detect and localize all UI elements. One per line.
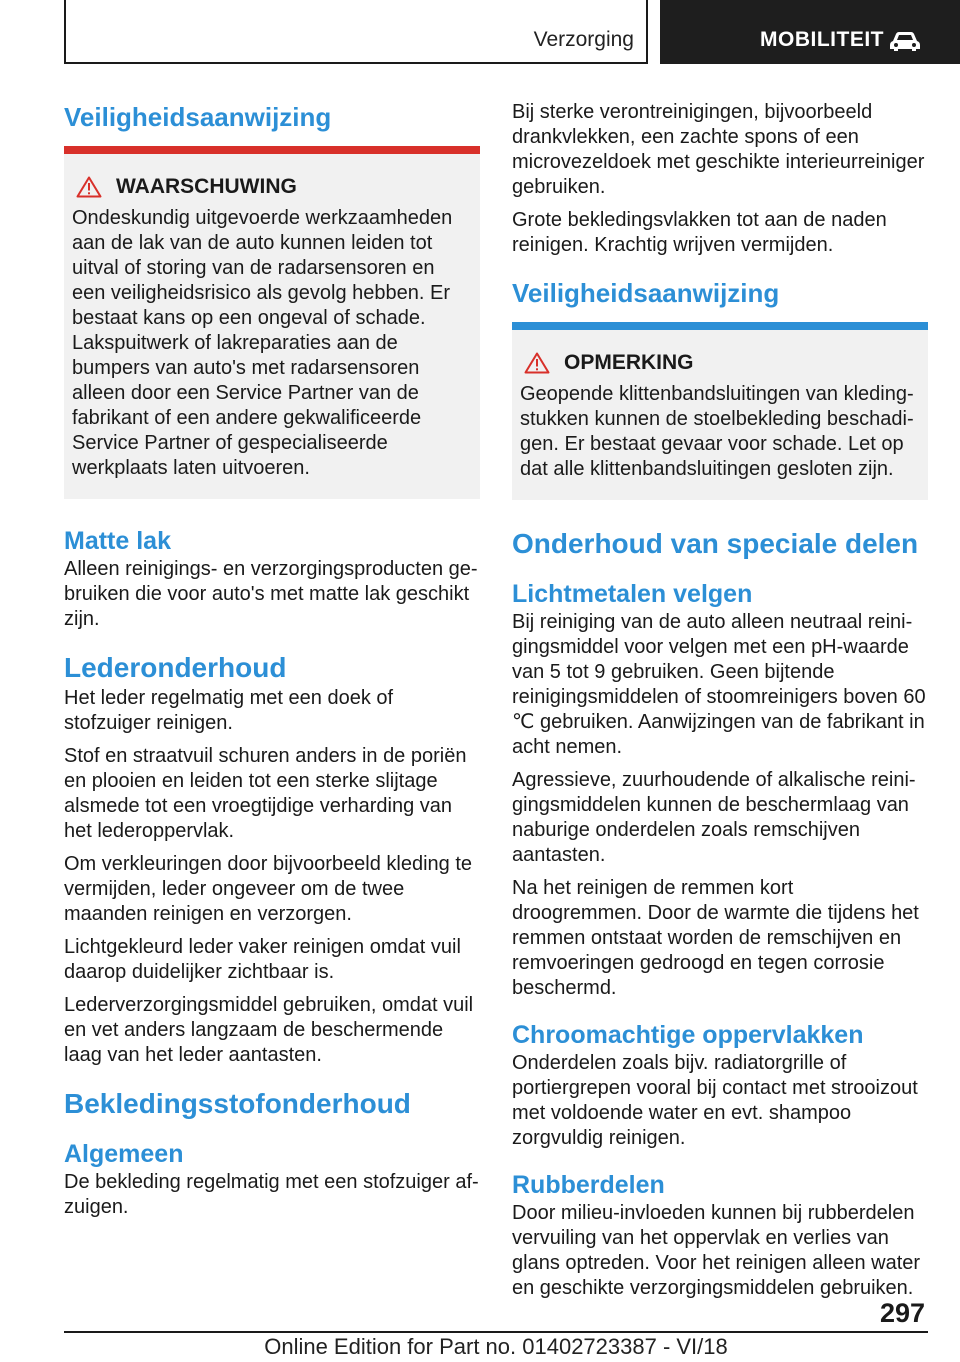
- notice-bar: [512, 322, 928, 330]
- rubber-heading: Rubberdelen: [512, 1171, 665, 1199]
- left-column: [64, 100, 480, 1220]
- footer-edition: Online Edition for Part no. 01402723387 - VI/18: [264, 1334, 728, 1359]
- header-section-tab: [64, 0, 648, 64]
- safety-title: Veiligheidsaanwijzing: [64, 102, 332, 132]
- matte-heading: Matte lak: [64, 527, 171, 555]
- leather-paragraph: Stof en straatvuil schuren anders in de poriën en plooien en leiden tot een sterke slijtage alsmede tot een vroegtijdige verharding van het lederoppervlak.: [64, 745, 467, 842]
- matte-text: Alleen reinigings- en verzorgingsproducten gebruiken die voor auto's met matte lak geschikt zijn.: [64, 558, 478, 630]
- leather-paragraph: Lederverzorgingsmiddel gebruiken, omdat vuil en vet anders langzaam de beschermende laag van het leder aantasten.: [64, 994, 474, 1066]
- page-number: 297: [880, 1298, 926, 1328]
- warning-text: Ondeskundig uitgevoerde werkzaamheden aan de lak van de auto kunnen leiden tot uitval of storing van de radarsensoren en een veiligheidsrisico als gevolg hebben. Er bestaat kans op een ongeval of schade. Lakspuitwerk of lakreparaties aan de bumpers van auto's met radarsensoren alleen door een Service Partner van de fabrikant of een andere gekwalificeerde Service Partner of gespecialiseerde werkplaats laten uitvoeren.: [72, 207, 453, 479]
- general-heading: Algemeen: [64, 1140, 184, 1168]
- chrome-text: Onderdelen zoals bijv. radiatorgrille of portiergrepen vooral bij contact met strooizout met voldoende water en evt. shampoo zorgvuldig reinigen.: [512, 1052, 918, 1149]
- leather-paragraph: Lichtgekleurd leder vaker reinigen omdat vuil daarop duidelijker zichtbaar is.: [64, 936, 461, 983]
- header-chapter-tab: [660, 0, 960, 64]
- leather-paragraph: Het leder regelmatig met een doek of stofzuiger reinigen.: [64, 687, 394, 734]
- rims-heading: Lichtmetalen velgen: [512, 580, 753, 608]
- fabric-paragraph: Grote bekledingsvlakken tot aan de naden reinigen. Krachtig wrijven vermijden.: [512, 209, 887, 256]
- fabric-heading: Bekledingsstofonderhoud: [64, 1088, 411, 1119]
- notice-box: [512, 330, 928, 500]
- header-section-label: Verzorging: [533, 28, 634, 51]
- leather-heading: Lederonderhoud: [64, 652, 287, 683]
- warning-box: [64, 154, 480, 499]
- rims-paragraph: Na het reinigen de remmen kort droogremmen. Door de warmte die tijdens het remmen ontstaat worden de remschijven en remvoeringen gedroogd en tegen corrosie beschermd.: [512, 877, 919, 999]
- general-text: De bekleding regelmatig met een stofzuiger afzuigen.: [64, 1171, 479, 1218]
- rims-paragraph: Bij reiniging van de auto alleen neutraal reinigingsmiddel voor velgen met een pH-waarde van 5 tot 9 gebruiken. Geen bijtende reinigingsmiddelen of stoomreinigers boven 60 ℃ gebruiken. Aanwijzingen van de fabrikant in acht nemen.: [512, 611, 926, 758]
- special-heading: Onderhoud van speciale delen: [512, 528, 919, 559]
- warning-bar: [64, 146, 480, 154]
- header-chapter-label: MOBILITEIT: [760, 28, 884, 51]
- safety-title: Veiligheidsaanwijzing: [512, 278, 780, 308]
- rims-paragraph: Agressieve, zuurhoudende of alkalische reinigingsmiddelen kunnen de beschermlaag van naburige onderdelen zoals remschijven aantasten.: [512, 769, 916, 866]
- warning-keyword: WAARSCHUWING: [116, 175, 297, 198]
- chrome-heading: Chroomachtige oppervlakken: [512, 1021, 864, 1049]
- leather-paragraph: Om verkleuringen door bijvoorbeeld kleding te vermijden, leder ongeveer om de twee maanden reinigen en verzorgen.: [64, 853, 473, 925]
- footer-divider: [64, 1331, 928, 1333]
- notice-triangle-icon: [524, 352, 550, 374]
- warning-triangle-icon: [76, 176, 102, 198]
- notice-keyword: OPMERKING: [564, 351, 694, 374]
- notice-text: Geopende klittenbandsluitingen van kledingstukken kunnen de stoelbekleding beschadigen. Er bestaat gevaar voor schade. Let op dat alle klittenbandsluitingen gesloten zijn.: [520, 383, 914, 480]
- rubber-text: Door milieu-invloeden kunnen bij rubberdelen vervuiling van het oppervlak en verlies van glans optreden. Voor het reinigen alleen water en geschikte verzorgingsmiddelen gebruiken.: [512, 1202, 921, 1299]
- right-column: [512, 100, 928, 1301]
- car-icon: [888, 30, 922, 52]
- fabric-paragraph: Bij sterke verontreinigingen, bijvoorbeeld drankvlekken, een zachte spons of een microvezeldoek met geschikte interieurreiniger gebruiken.: [512, 101, 925, 198]
